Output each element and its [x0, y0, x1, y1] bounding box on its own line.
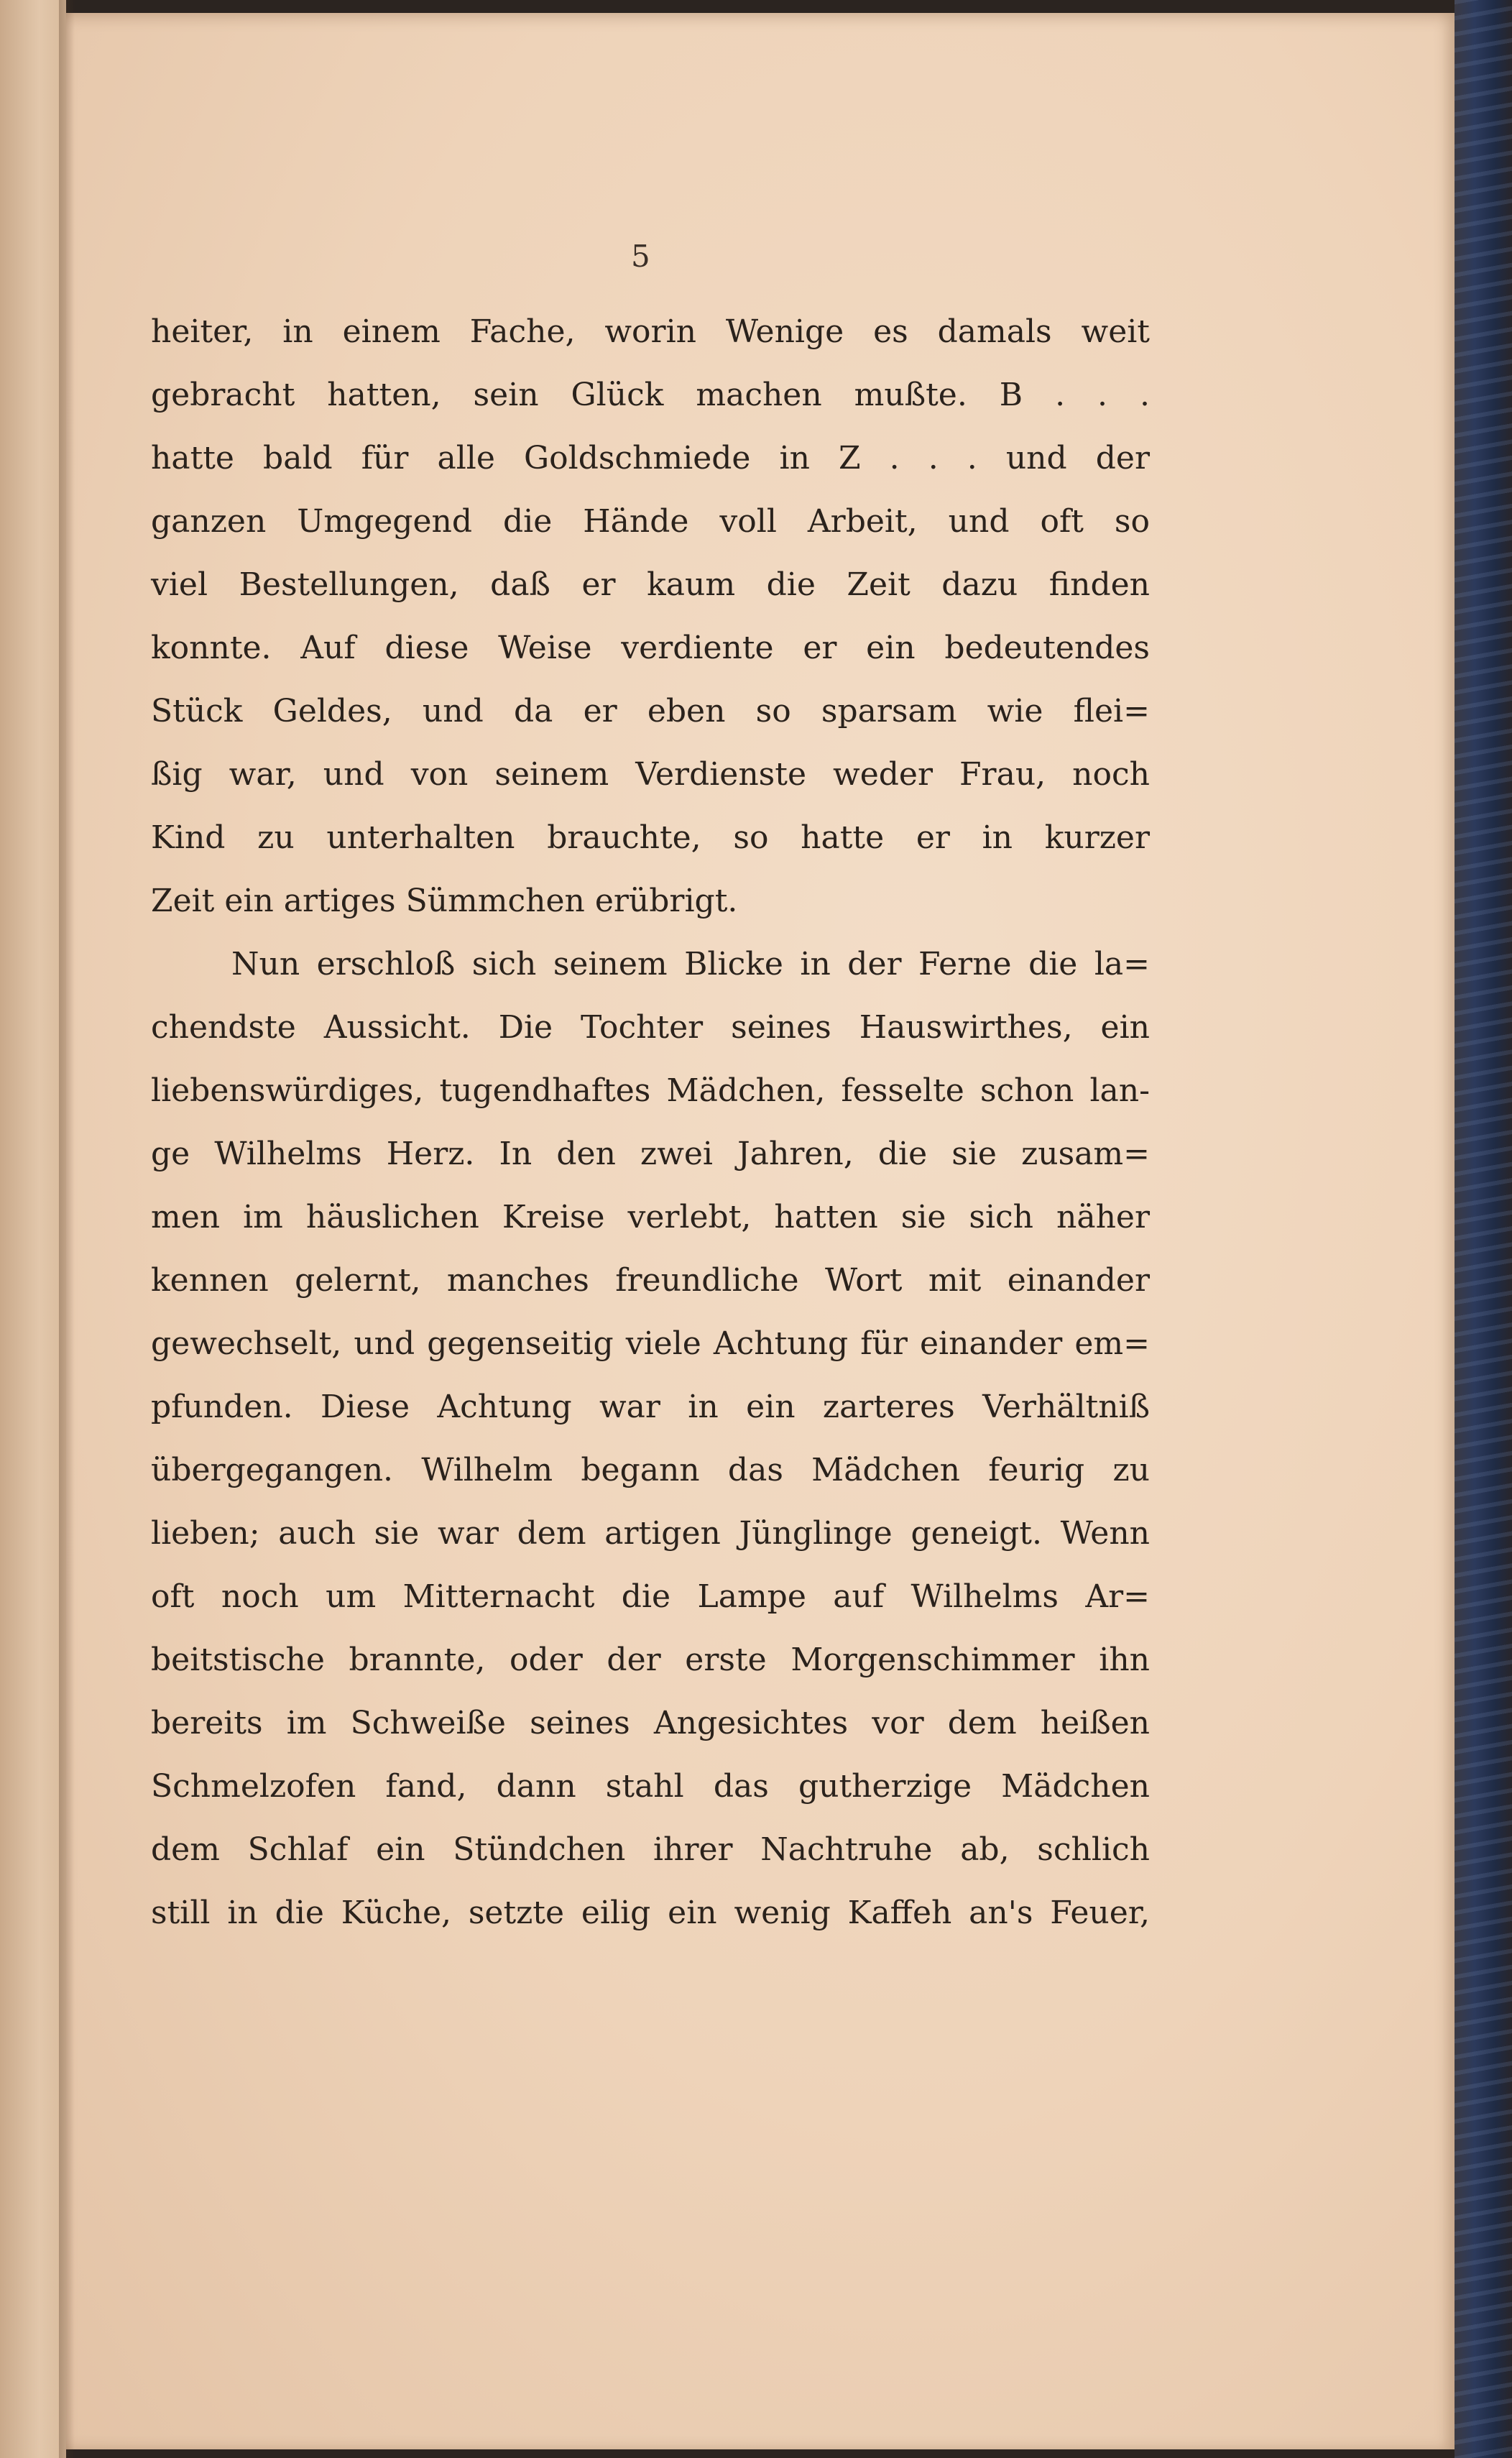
- text-line-17: gewechselt, und gegenseitig viele Achtung für einander em=: [151, 1325, 1150, 1362]
- text-line-4: ganzen Umgegend die Hände voll Arbeit, und oft so: [151, 503, 1150, 540]
- text-line-7: Stück Geldes, und da er eben so sparsam wie flei=: [151, 693, 1150, 729]
- text-line-3: hatte bald für alle Goldschmiede in Z . . . und der: [151, 440, 1150, 477]
- text-line-23: bereits im Schweiße seines Angesichtes vor dem heißen: [151, 1705, 1150, 1741]
- text-line-10: Zeit ein artiges Sümmchen erübrigt.: [151, 883, 738, 919]
- left-page-edge: [0, 0, 66, 2458]
- gutter-shadow: [59, 0, 75, 2458]
- text-line-20: lieben; auch sie war dem artigen Jünglinge geneigt. Wenn: [151, 1515, 1150, 1552]
- text-line-14: ge Wilhelms Herz. In den zwei Jahren, die sie zusam=: [151, 1136, 1150, 1172]
- text-line-13: liebenswürdiges, tugendhaftes Mädchen, fesselte schon lan-: [151, 1072, 1150, 1109]
- text-line-8: ßig war, und von seinem Verdienste weder Frau, noch: [151, 756, 1150, 793]
- text-line-2: gebracht hatten, sein Glück machen mußte. B . . .: [151, 377, 1150, 413]
- text-line-26: still in die Küche, setzte eilig ein wenig Kaffeh an's Feuer,: [151, 1895, 1150, 1931]
- text-line-25: dem Schlaf ein Stündchen ihrer Nachtruhe ab, schlich: [151, 1831, 1150, 1868]
- text-line-9: Kind zu unterhalten brauchte, so hatte er in kurzer: [151, 819, 1150, 856]
- text-line-18: pfunden. Diese Achtung war in ein zarteres Verhältniß: [151, 1389, 1150, 1425]
- text-line-21: oft noch um Mitternacht die Lampe auf Wilhelms Ar=: [151, 1578, 1150, 1615]
- text-line-19: übergegangen. Wilhelm begann das Mädchen feurig zu: [151, 1452, 1150, 1488]
- text-line-16: kennen gelernt, manches freundliche Wort mit einander: [151, 1262, 1150, 1299]
- text-line-11: Nun erschloß sich seinem Blicke in der Ferne die la=: [231, 946, 1150, 982]
- text-line-6: konnte. Auf diese Weise verdiente er ein bedeutendes: [151, 630, 1150, 666]
- text-line-12: chendste Aussicht. Die Tochter seines Hauswirthes, ein: [151, 1009, 1150, 1046]
- text-line-24: Schmelzofen fand, dann stahl das gutherzige Mädchen: [151, 1768, 1150, 1805]
- text-line-1: heiter, in einem Fache, worin Wenige es damals weit: [151, 313, 1150, 350]
- page-number: 5: [631, 239, 650, 274]
- text-line-5: viel Bestellungen, daß er kaum die Zeit dazu finden: [151, 566, 1150, 603]
- text-line-22: beitstische brannte, oder der erste Morgenschimmer ihn: [151, 1642, 1150, 1678]
- book-cover-edge: [1455, 0, 1512, 2458]
- text-line-15: men im häuslichen Kreise verlebt, hatten sie sich näher: [151, 1199, 1150, 1235]
